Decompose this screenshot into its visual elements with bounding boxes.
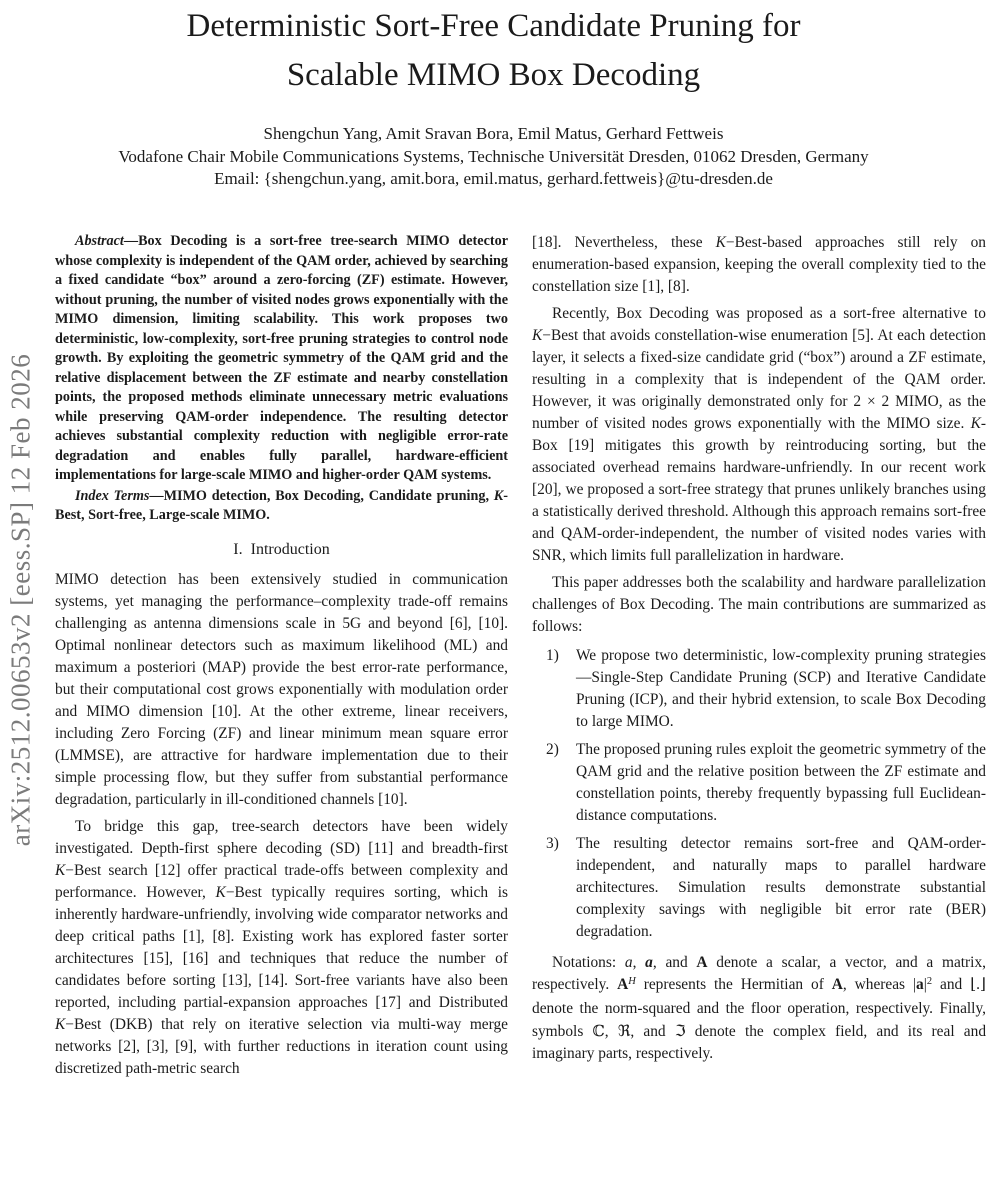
- text-run: ℑ: [674, 1022, 686, 1040]
- text-run: The proposed pruning rules exploit the geometric symmetry of the QAM grid and the relative position between the ZF estimate and constellation points, thereby frequently bypassing full Euclidean-distance computations.: [576, 741, 986, 824]
- paper-title-line-2: Scalable MIMO Box Decoding: [286, 57, 701, 93]
- body-paragraph-2: [532, 303, 986, 567]
- text-run: ℂ: [592, 1022, 605, 1040]
- text-run: −Best (DKB) that rely on iterative selection via multi-way merge networks [2], [3], [9], with further reductions in iteration count using discretized path-metric search: [55, 1015, 508, 1077]
- two-column-body: [55, 232, 986, 1080]
- text-run: ℜ: [617, 1022, 631, 1040]
- contribution-1: [532, 645, 986, 733]
- list-item-text: [568, 739, 986, 827]
- email-line: Email: {shengchun.yang, amit.bora, emil.matus, gerhard.fettweis}@tu-dresden.de: [214, 169, 773, 188]
- intro-paragraph-1: [55, 569, 508, 811]
- text-run: K: [532, 327, 543, 344]
- authors-line: Shengchun Yang, Amit Sravan Bora, Emil Matus, Gerhard Fettweis: [263, 124, 724, 143]
- text-run: denote the complex field, and its real and imaginary parts, respectively.: [532, 1023, 987, 1062]
- text-run: K: [55, 861, 66, 879]
- text-run: [18]. Nevertheless, these: [532, 234, 716, 251]
- text-run: K: [715, 234, 726, 251]
- list-item-text: [568, 645, 986, 733]
- text-run: −Best-based approaches still rely on enumeration-based expansion, keeping the overall complexity tied to the constellation size [1], [8].: [532, 234, 986, 295]
- list-item-number: 3): [546, 835, 559, 852]
- text-run: K: [970, 415, 981, 432]
- body-paragraph-3: [532, 572, 986, 638]
- text-run: A: [617, 976, 629, 993]
- contribution-2: [532, 739, 986, 827]
- text-run: 2: [926, 976, 933, 988]
- text-run: MIMO detection has been extensively studied in communication systems, yet managing the performance–complexity trade-off remains challenging as antenna dimensions scale in 5G and beyond [6], [10]. Optimal nonlinear detectors such as maximum likelihood (ML) and maximum a posteriori (MAP) provide the best error-rate performance, but their computational cost grows exponentially with modulation order and MIMO dimension [10]. At the other extreme, linear receivers, including Zero Forcing (ZF) and linear minimum mean square error (LMMSE), are attractive for hardware implementation due to their simple processing flow, but they suffer from substantial performance degradation, particularly in ill-conditioned channels [10].: [55, 570, 508, 808]
- text-run: The resulting detector remains sort-free and QAM-order-independent, and naturally maps to parallel hardware architectures. Simulation results demonstrate substantial complexity savings with negligible bit error rate (BER) degradation.: [576, 835, 986, 940]
- text-run: , and: [652, 954, 697, 971]
- body-paragraph-1: [532, 232, 986, 298]
- author-block: [0, 123, 987, 191]
- text-run: , and: [630, 1023, 675, 1040]
- right-column-paragraphs: [532, 232, 986, 638]
- left-column: [55, 232, 508, 1080]
- text-run: ,: [632, 954, 646, 971]
- text-run: a: [916, 976, 924, 993]
- text-run: Recently, Box Decoding was proposed as a sort-free alternative to: [552, 305, 986, 322]
- text-run: represents the Hermitian of: [635, 976, 832, 993]
- list-item-text: [568, 833, 986, 943]
- text-run: K: [55, 1015, 66, 1033]
- text-run: A: [831, 976, 843, 993]
- text-run: To bridge this gap, tree-search detectors have been widely investigated. Depth-first sphere decoding (SD) [11] and breadth-first: [55, 817, 508, 857]
- paper-title: [0, 2, 987, 100]
- introduction-paragraphs: [55, 569, 508, 1080]
- list-item-number: 1): [546, 647, 559, 664]
- text-run: ,: [604, 1023, 618, 1040]
- list-item-number: 2): [546, 741, 559, 758]
- text-run: —MIMO detection, Box Decoding, Candidate pruning,: [149, 487, 494, 504]
- abstract-paragraph: [55, 232, 508, 486]
- text-run: −Best search [12] offer practical trade-offs between complexity and performance. However,: [55, 861, 508, 901]
- text-run: and ⌊.⌋ denote the norm-squared and the floor operation, respectively. Finally, symbols: [532, 976, 986, 1040]
- text-run: −Best typically requires sorting, which is inherently hardware-unfriendly, involving wide comparator networks and deep critical paths [1], [8]. Existing work has explored faster sorter architectures [15], [16] and techniques that reduce the number of candidates before sorting [13], [14]. Sort-free variants have also been reported, including partial-expansion approaches [17] and Distributed: [55, 883, 508, 1011]
- text-run: −Best that avoids constellation-wise enumeration [5]. At each detection layer, it selects a fixed-size candidate grid (“box”) around a ZF estimate, resulting in a complexity that is independent of the QAM order. However, it was originally demonstrated only for 2 × 2 MIMO, as the number of visited nodes grows exponentially with the MIMO size.: [532, 327, 986, 432]
- section-heading-introduction: I. Introduction: [233, 540, 330, 558]
- arxiv-watermark: arXiv:2512.00653v2 [eess.SP] 12 Feb 2026: [5, 353, 36, 847]
- text-run: We propose two deterministic, low-complexity pruning strategies—Single-Step Candidate Pruning (SCP) and Iterative Candidate Pruning (ICP), and their hybrid extension, to scale Box Decoding to large MIMO.: [576, 647, 986, 730]
- notations-paragraph: [532, 952, 986, 1065]
- text-run: -Best, Sort-free, Large-scale MIMO.: [55, 487, 508, 523]
- text-run: , whereas |: [842, 976, 917, 993]
- paper-title-line-1: Deterministic Sort-Free Candidate Pruning for: [186, 8, 801, 44]
- text-run: A: [696, 954, 708, 971]
- text-run: Index Terms: [75, 487, 150, 504]
- text-run: a: [645, 954, 653, 971]
- index-terms-paragraph: [55, 487, 508, 526]
- affiliation-line: Vodafone Chair Mobile Communications Systems, Technische Universität Dresden, 01062 Dresden, Germany: [118, 146, 869, 166]
- abstract-block: [55, 232, 508, 526]
- text-run: K: [493, 487, 504, 504]
- text-run: Abstract: [75, 233, 124, 249]
- intro-paragraph-2: [55, 816, 508, 1080]
- text-run: -Box [19] mitigates this growth by reintroducing sorting, but the associated overhead remains hardware-unfriendly. In our recent work [20], we proposed a sort-free strategy that prunes unlikely branches using a statistically derived threshold. Although this approach remains sort-free and QAM-order-independent, the number of visited nodes varies with SNR, which limits full parallelization in hardware.: [532, 415, 986, 564]
- contributions-list: [532, 645, 986, 943]
- text-run: —Box Decoding is a sort-free tree-search MIMO detector whose complexity is independent of the QAM order, achieved by searching a fixed candidate “box” around a zero-forcing (ZF) estimate. However, without pruning, the number of visited nodes grows exponentially with the MIMO dimension, limiting scalability. This work proposes two deterministic, low-complexity, sort-free pruning strategies to control node growth. By exploiting the geometric symmetry of the QAM grid and the relative displacement between the ZF estimate and nearby constellation points, the proposed methods eliminate unnecessary metric evaluations while preserving QAM-order independence. The resulting detector achieves substantial complexity reduction with negligible error-rate degradation and enables fully parallel, hardware-efficient implementations for large-scale MIMO and higher-order QAM systems.: [55, 233, 508, 483]
- text-run: This paper addresses both the scalability and hardware parallelization challenges of Box Decoding. The main contributions are summarized as follows:: [532, 574, 986, 635]
- text-run: Notations:: [552, 954, 625, 971]
- notations-block: [532, 952, 986, 1065]
- text-run: a: [624, 954, 633, 971]
- right-column: [532, 232, 986, 1080]
- text-run: K: [215, 883, 226, 901]
- text-run: denote a scalar, a vector, and a matrix, respectively.: [532, 954, 987, 993]
- text-run: H: [628, 976, 636, 988]
- contribution-3: [532, 833, 986, 943]
- text-run: |: [923, 976, 927, 993]
- paper-header: [0, 2, 987, 191]
